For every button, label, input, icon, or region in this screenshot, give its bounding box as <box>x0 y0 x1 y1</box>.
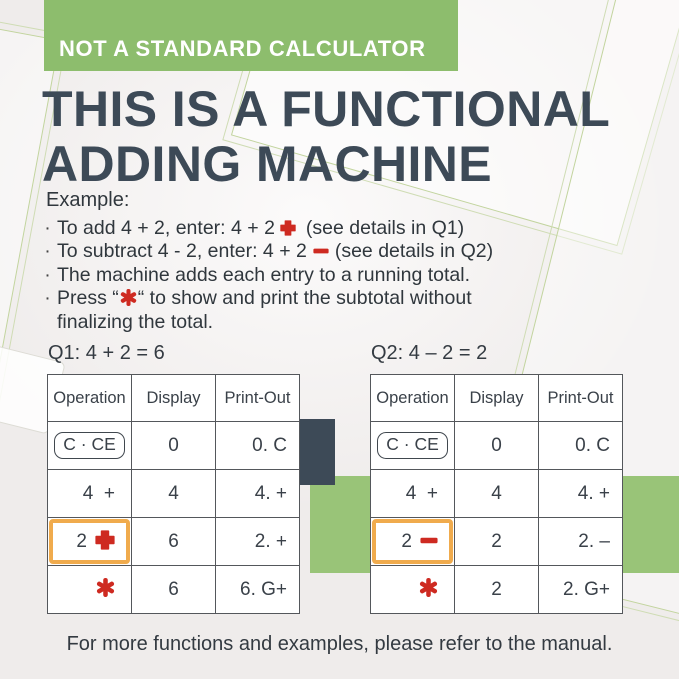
printout-value: 6. G+ <box>216 566 300 614</box>
bullet-text: (see details in Q2) <box>334 240 494 262</box>
display-value: 0 <box>132 422 216 470</box>
display-value: 0 <box>455 422 539 470</box>
q2-example-block <box>370 342 623 614</box>
display-value: 4 <box>132 470 216 518</box>
slate-accent-block <box>300 419 335 485</box>
printout-value: 0. C <box>216 422 300 470</box>
bullet-text: Press “ <box>57 287 119 309</box>
column-header-printout: Print-Out <box>216 375 300 422</box>
page-title-line2: ADDING MACHINE <box>42 136 493 192</box>
table-row <box>48 518 300 566</box>
q1-example-block <box>47 342 300 614</box>
column-header-printout: Print-Out <box>539 375 623 422</box>
display-value: 2 <box>455 518 539 566</box>
list-item <box>38 287 543 334</box>
display-value: 2 <box>455 566 539 614</box>
minus-icon <box>420 537 438 544</box>
highlight-ring <box>372 519 453 564</box>
display-value: 6 <box>132 518 216 566</box>
list-item <box>38 217 543 241</box>
subtotal-asterisk-icon <box>419 578 438 597</box>
plus-icon <box>95 530 115 550</box>
printout-value: 2. G+ <box>539 566 623 614</box>
table-row <box>371 470 623 518</box>
list-item <box>38 240 543 264</box>
table-row <box>48 566 300 614</box>
operation-value: 4 + <box>48 470 132 518</box>
example-heading: Example: <box>46 189 130 211</box>
bullet-marker: · <box>44 287 51 309</box>
printout-value: 2. – <box>539 518 623 566</box>
bullet-marker: · <box>44 216 51 239</box>
column-header-display: Display <box>132 375 216 422</box>
q1-table <box>47 374 300 614</box>
table-row <box>48 422 300 470</box>
clear-key: C · CE <box>377 432 448 459</box>
list-item <box>38 264 543 288</box>
display-value: 4 <box>455 470 539 518</box>
column-header-display: Display <box>455 375 539 422</box>
page-title <box>42 82 610 192</box>
operation-value: 2 <box>401 530 412 552</box>
example-section <box>38 189 543 334</box>
bullet-marker: · <box>44 240 51 262</box>
bullet-text: To subtract 4 - 2, enter: 4 + 2 <box>57 240 307 262</box>
q1-header-row <box>48 375 300 422</box>
bullet-text: The machine adds each entry to a running total. <box>57 263 471 286</box>
page-title-line1: THIS IS A FUNCTIONAL <box>42 81 611 137</box>
operation-value: 2 <box>76 531 87 552</box>
q2-title: Q2: 4 – 2 = 2 <box>371 342 488 364</box>
bullet-text: “ to show and print the subtotal without finalizing the total. <box>57 287 472 333</box>
subtotal-asterisk-icon <box>120 289 137 306</box>
minus-icon <box>313 248 329 254</box>
bullet-text: To add 4 + 2, enter: 4 + 2 <box>57 216 275 239</box>
footer-note: For more functions and examples, please refer to the manual. <box>66 633 613 655</box>
subtotal-asterisk-icon <box>96 578 115 597</box>
q2-header-row <box>371 375 623 422</box>
plus-icon <box>280 220 296 236</box>
column-header-operation: Operation <box>48 375 132 422</box>
banner-label: NOT A STANDARD CALCULATOR <box>59 36 426 61</box>
clear-key: C · CE <box>54 432 125 459</box>
operation-value: 4 + <box>371 470 455 518</box>
printout-value: 4. + <box>539 470 623 518</box>
top-banner <box>44 0 458 71</box>
printout-value: 0. C <box>539 422 623 470</box>
table-row <box>371 518 623 566</box>
q2-table <box>370 374 623 614</box>
table-row <box>371 566 623 614</box>
column-header-operation: Operation <box>371 375 455 422</box>
printout-value: 2. + <box>216 518 300 566</box>
printout-value: 4. + <box>216 470 300 518</box>
bullet-marker: · <box>44 263 51 286</box>
table-row <box>371 422 623 470</box>
q1-title: Q1: 4 + 2 = 6 <box>48 342 165 364</box>
table-row <box>48 470 300 518</box>
display-value: 6 <box>132 566 216 614</box>
highlight-ring <box>49 519 130 564</box>
bullet-text: (see details in Q1) <box>305 216 465 239</box>
